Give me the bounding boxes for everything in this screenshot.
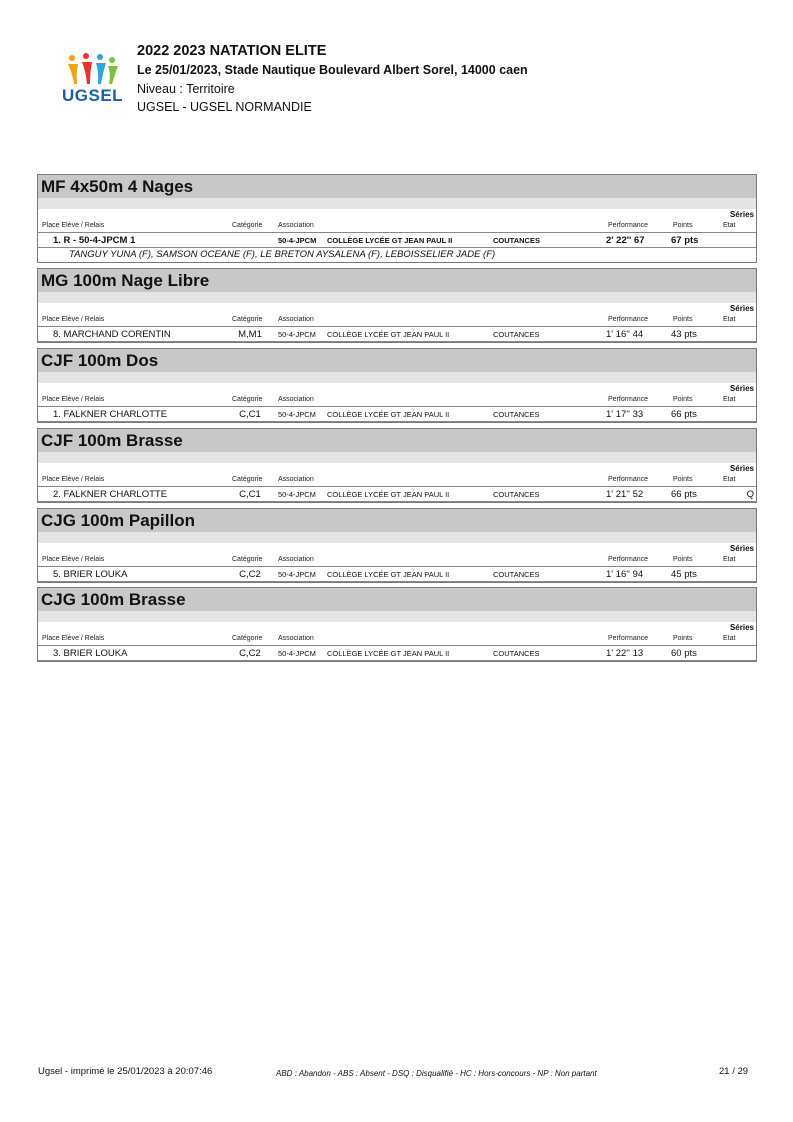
column-header-points: Points: [673, 222, 693, 229]
athlete-name: 2. FALKNER CHARLOTTE: [53, 489, 168, 500]
column-header-performance: Performance: [608, 316, 649, 323]
series-label: Séries: [729, 544, 754, 553]
column-header-association: Association: [278, 222, 314, 229]
column-header-points: Points: [673, 476, 693, 483]
athlete-name: 3. BRIER LOUKA: [53, 648, 128, 659]
club-name: COLLÈGE LYCÉE GT JEAN PAUL II: [327, 410, 450, 419]
column-headers: [38, 634, 756, 646]
event-title: CJF 100m Brasse: [38, 429, 756, 452]
competition-date-venue: Le 25/01/2023, Stade Nautique Boulevard Albert Sorel, 14000 caen: [137, 63, 528, 77]
club-code: 50-4-JPCM: [278, 410, 316, 419]
column-header-association: Association: [278, 556, 314, 563]
event-block: [37, 508, 757, 583]
event-title: CJG 100m Papillon: [38, 509, 756, 532]
club-code: 50-4-JPCM: [278, 649, 316, 658]
state-value: Q: [746, 489, 754, 500]
column-header-points: Points: [673, 635, 693, 642]
column-header-performance: Performance: [608, 556, 649, 563]
club-name: COLLÈGE LYCÉE GT JEAN PAUL II: [327, 570, 450, 579]
column-headers: [38, 555, 756, 567]
result-row: [38, 487, 756, 502]
event-title: MF 4x50m 4 Nages: [38, 175, 756, 198]
column-headers: [38, 475, 756, 487]
column-header-points: Points: [673, 396, 693, 403]
column-header-performance: Performance: [608, 476, 649, 483]
performance: 1' 17'' 33: [606, 409, 644, 420]
column-header-category: Catégorie: [232, 396, 263, 403]
athlete-name: 8. MARCHAND CORENTIN: [53, 329, 171, 340]
column-header-category: Catégorie: [232, 635, 263, 642]
category: C,C2: [239, 569, 261, 580]
event-band: [38, 292, 756, 303]
column-header-points: Points: [673, 556, 693, 563]
column-header-place: Place Elève / Relais: [42, 316, 105, 323]
event-band: [38, 611, 756, 622]
column-header-state: Etat: [723, 635, 736, 642]
competition-title: 2022 2023 NATATION ELITE: [137, 43, 327, 59]
column-header-category: Catégorie: [232, 556, 263, 563]
category: C,C1: [239, 409, 261, 420]
performance: 1' 21'' 52: [606, 489, 644, 500]
document-header: [137, 41, 528, 117]
points: 43 pts: [671, 329, 697, 340]
column-header-performance: Performance: [608, 635, 649, 642]
club-city: COUTANCES: [493, 649, 540, 658]
column-header-association: Association: [278, 316, 314, 323]
club-name: COLLÈGE LYCÉE GT JEAN PAUL II: [327, 490, 450, 499]
club-name: COLLÈGE LYCÉE GT JEAN PAUL II: [327, 330, 450, 339]
club-code: 50-4-JPCM: [278, 236, 317, 245]
event-block: [37, 174, 757, 263]
ugsel-logo: [60, 52, 130, 108]
column-header-place: Place Elève / Relais: [42, 635, 105, 642]
performance: 2' 22'' 67: [606, 235, 645, 246]
column-headers: [38, 395, 756, 407]
event-band: [38, 198, 756, 209]
points: 66 pts: [671, 409, 697, 420]
event-band: [38, 532, 756, 543]
logo-text: UGSEL: [62, 86, 124, 105]
athlete-name: 1. R - 50-4-JPCM 1: [53, 235, 136, 246]
series-label: Séries: [729, 304, 754, 313]
column-header-place: Place Elève / Relais: [42, 396, 105, 403]
athlete-name: 5. BRIER LOUKA: [53, 569, 128, 580]
club-name: COLLÈGE LYCÉE GT JEAN PAUL II: [327, 649, 450, 658]
column-header-state: Etat: [723, 396, 736, 403]
column-header-category: Catégorie: [232, 222, 263, 229]
column-header-state: Etat: [723, 476, 736, 483]
event-title: CJG 100m Brasse: [38, 588, 756, 611]
event-title: CJF 100m Dos: [38, 349, 756, 372]
points: 66 pts: [671, 489, 697, 500]
footer-legend: ABD : Abandon - ABS : Absent - DSQ : Disqualifié - HC : Hors-concours - NP : Non partant: [276, 1069, 597, 1078]
category: M,M1: [238, 329, 262, 340]
column-header-state: Etat: [723, 222, 736, 229]
column-header-association: Association: [278, 635, 314, 642]
performance: 1' 16'' 94: [606, 569, 644, 580]
category: C,C1: [239, 489, 261, 500]
performance: 1' 16'' 44: [606, 329, 644, 340]
club-code: 50-4-JPCM: [278, 490, 316, 499]
series-label: Séries: [729, 210, 754, 219]
column-headers: [38, 221, 756, 233]
footer-printed: Ugsel - imprimé le 25/01/2023 à 20:07:46: [38, 1066, 213, 1077]
column-header-category: Catégorie: [232, 316, 263, 323]
column-header-points: Points: [673, 316, 693, 323]
column-header-state: Etat: [723, 556, 736, 563]
event-block: [37, 587, 757, 662]
athlete-name: 1. FALKNER CHARLOTTE: [53, 409, 168, 420]
relay-members: [38, 248, 756, 262]
club-name: COLLÈGE LYCÉE GT JEAN PAUL II: [327, 236, 453, 245]
column-header-performance: Performance: [608, 222, 649, 229]
footer-page-number: 21 / 29: [719, 1066, 749, 1077]
club-city: COUTANCES: [493, 570, 540, 579]
event-band: [38, 452, 756, 463]
column-header-place: Place Elève / Relais: [42, 222, 105, 229]
club-city: COUTANCES: [493, 330, 540, 339]
column-header-place: Place Elève / Relais: [42, 556, 105, 563]
performance: 1' 22'' 13: [606, 648, 644, 659]
result-row: [38, 567, 756, 582]
club-city: COUTANCES: [493, 410, 540, 419]
column-header-state: Etat: [723, 316, 736, 323]
club-code: 50-4-JPCM: [278, 570, 316, 579]
result-row: [38, 646, 756, 661]
event-block: [37, 348, 757, 423]
club-city: COUTANCES: [493, 236, 540, 245]
result-row: [38, 327, 756, 342]
relay-members-text: TANGUY YUNA (F), SAMSON OCEANE (F), LE BRETON AYSALENA (F), LEBOISSELIER JADE (F): [69, 249, 496, 260]
column-header-association: Association: [278, 476, 314, 483]
event-block: [37, 268, 757, 343]
series-label: Séries: [729, 384, 754, 393]
competition-level: Niveau : Territoire: [137, 82, 235, 96]
points: 60 pts: [671, 648, 697, 659]
club-city: COUTANCES: [493, 490, 540, 499]
event-block: [37, 428, 757, 503]
event-band: [38, 372, 756, 383]
column-header-performance: Performance: [608, 396, 649, 403]
column-headers: [38, 315, 756, 327]
event-title: MG 100m Nage Libre: [38, 269, 756, 292]
column-header-place: Place Elève / Relais: [42, 476, 105, 483]
club-code: 50-4-JPCM: [278, 330, 316, 339]
result-row: [38, 233, 756, 248]
column-header-association: Association: [278, 396, 314, 403]
points: 45 pts: [671, 569, 697, 580]
column-header-category: Catégorie: [232, 476, 263, 483]
competition-organizer: UGSEL - UGSEL NORMANDIE: [137, 100, 312, 114]
points: 67 pts: [671, 235, 699, 246]
result-row: [38, 407, 756, 422]
series-label: Séries: [729, 623, 754, 632]
series-label: Séries: [729, 464, 754, 473]
logo-figures-icon: [60, 52, 130, 88]
category: C,C2: [239, 648, 261, 659]
